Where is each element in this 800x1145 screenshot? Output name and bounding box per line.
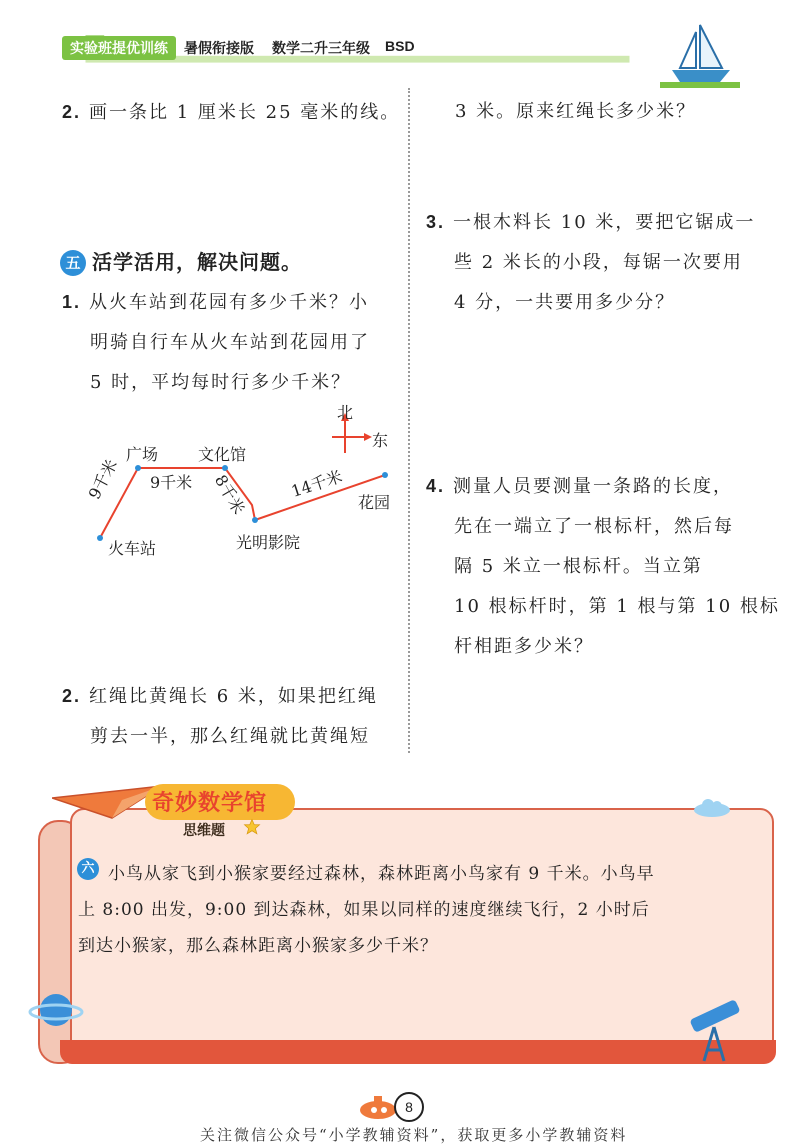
question-number: 4. (426, 476, 446, 496)
question-line: 小鸟从家飞到小猴家要经过森林，森林距离小鸟家有 9 千米。小鸟早 (108, 864, 655, 884)
question-right-3 (426, 202, 786, 323)
question-number: 1. (62, 292, 82, 312)
label-distance-1: 9千米 (84, 456, 122, 503)
label-distance-2: 9千米 (150, 473, 193, 492)
planet-icon (28, 985, 84, 1035)
question-left-1 (62, 282, 407, 403)
question-left-2b (62, 676, 407, 757)
header-series: 实验班提优训练 (62, 36, 176, 60)
banner-subtitle: 思维题 (183, 823, 225, 839)
scroll-bottom (60, 1040, 776, 1064)
star-icon (243, 818, 261, 836)
question-line: 到达小猴家，那么森林距离小猴家多少千米？ (78, 936, 438, 956)
question-number: 2. (62, 686, 82, 706)
header-edition: 暑假衔接版 (184, 40, 254, 56)
question-right-continuation: 3 米。原来红绳长多少米？ (455, 101, 697, 122)
bonus-question (78, 856, 768, 964)
header-version: BSD (385, 38, 415, 54)
point-guangming (252, 517, 258, 523)
label-huayuan: 花园 (358, 493, 391, 512)
sailboat-icon (660, 20, 740, 90)
question-line: 明骑自行车从火车站到花园用了 (90, 332, 370, 353)
label-guangming: 光明影院 (236, 533, 301, 552)
point-huochezhan (97, 535, 103, 541)
question-right-4 (426, 466, 786, 667)
question-line: 一根木料长 10 米，要把它锯成一 (453, 212, 756, 233)
label-north: 北 (337, 403, 354, 422)
question-line: 隔 5 米立一根标杆。当立第 (454, 556, 703, 577)
banner-title: 奇妙数学馆 (152, 791, 268, 816)
question-line: 4 分，一共要用多少分？ (454, 292, 676, 313)
header-grade: 数学二升三年级 (272, 40, 370, 56)
section-title: 活学活用，解决问题。 (92, 250, 302, 274)
question-line: 先在一端立了一根标杆，然后每 (454, 516, 734, 537)
page-number: 8 (394, 1092, 424, 1122)
column-divider (408, 88, 410, 753)
label-distance-4: 14千米 (288, 466, 345, 501)
question-line: 10 根标杆时，第 1 根与第 10 根标 (454, 596, 780, 617)
point-guangchang (135, 465, 141, 471)
question-line: 5 时，平均每时行多少千米？ (90, 372, 352, 393)
question-line: 剪去一半，那么红绳就比黄绳短 (90, 726, 370, 747)
section-six-badge: 六 (77, 858, 99, 880)
point-huayuan (382, 472, 388, 478)
cloud-icon (692, 796, 732, 818)
telescope-icon (680, 995, 750, 1065)
label-east: 东 (372, 431, 389, 450)
label-wenhuaguan: 文化馆 (198, 445, 247, 464)
label-guangchang: 广场 (126, 445, 159, 464)
question-line: 杆相距多少米？ (454, 636, 594, 657)
question-line: 些 2 米长的小段，每锯一次要用 (454, 252, 743, 273)
question-text: 画一条比 1 厘米长 25 毫米的线。 (89, 102, 401, 123)
question-number: 3. (426, 212, 446, 232)
question-line: 红绳比黄绳长 6 米，如果把红绳 (89, 686, 378, 707)
point-wenhuaguan (222, 465, 228, 471)
question-left-2 (62, 92, 400, 133)
label-huochezhan: 火车站 (108, 539, 157, 558)
question-line: 上 8:00 出发，9:00 到达森林，如果以同样的速度继续飞行，2 小时后 (78, 900, 650, 920)
question-number: 2. (62, 102, 82, 122)
question-line: 测量人员要测量一条路的长度， (453, 476, 734, 497)
footer-watermark: 关注微信公众号“小学教辅资料”，获取更多小学教辅资料 (200, 1126, 628, 1144)
label-distance-3: 8千米 (210, 471, 249, 518)
section-five-badge: 五 (60, 250, 86, 276)
question-line: 从火车站到花园有多少千米？小 (89, 292, 370, 313)
